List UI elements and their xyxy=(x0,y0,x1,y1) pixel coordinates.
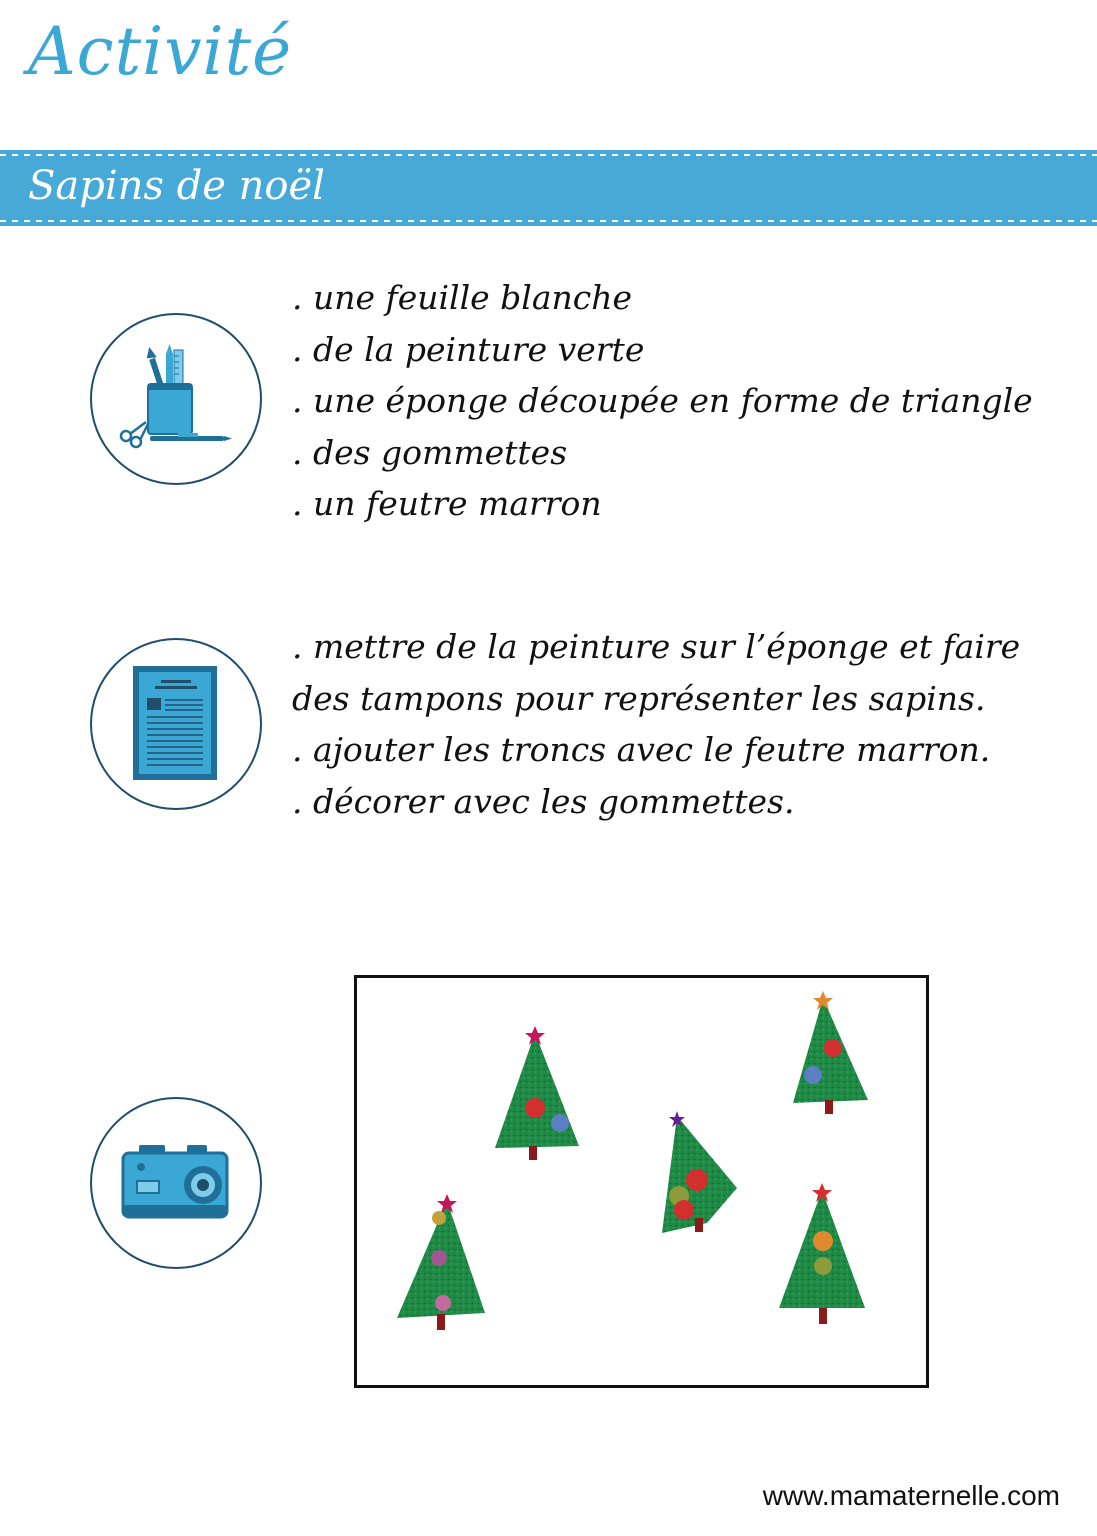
camera-icon xyxy=(121,1143,231,1223)
tree-painting xyxy=(793,991,868,1114)
document-icon xyxy=(131,664,221,784)
tree-painting xyxy=(779,1183,865,1324)
list-item: . de la peinture verte xyxy=(292,329,645,369)
list-item: . une éponge découpée en forme de triangle xyxy=(292,381,1033,420)
list-item: . un feutre marron xyxy=(292,484,602,523)
footer-url: www.mamaternelle.com xyxy=(762,1480,1060,1511)
instruction-line: . ajouter les troncs avec le feutre marron. xyxy=(292,730,991,769)
tree-painting xyxy=(662,1111,737,1233)
instructions-text xyxy=(292,621,1020,827)
tree-painting xyxy=(495,1026,579,1160)
list-item: . des gommettes xyxy=(292,432,568,472)
activity-banner xyxy=(0,150,1097,226)
result-icon-circle xyxy=(90,1097,262,1269)
list-item: . une feuille blanche xyxy=(292,278,633,317)
instructions-icon-circle xyxy=(90,638,262,810)
materials-icon-circle xyxy=(90,313,262,485)
instruction-line: . décorer avec les gommettes. xyxy=(292,781,795,821)
instruction-line: . mettre de la peinture sur l’éponge et faire xyxy=(292,627,1021,666)
tree-painting xyxy=(397,1194,485,1330)
instruction-line: des tampons pour représenter les sapins. xyxy=(292,678,986,718)
page-title: Activité xyxy=(28,13,293,90)
materials-list xyxy=(292,272,1033,530)
activity-title: Sapins de noël xyxy=(28,163,325,209)
pencil-cup-icon xyxy=(116,344,236,454)
christmas-trees-photo xyxy=(357,978,926,1385)
result-photo xyxy=(354,975,929,1388)
